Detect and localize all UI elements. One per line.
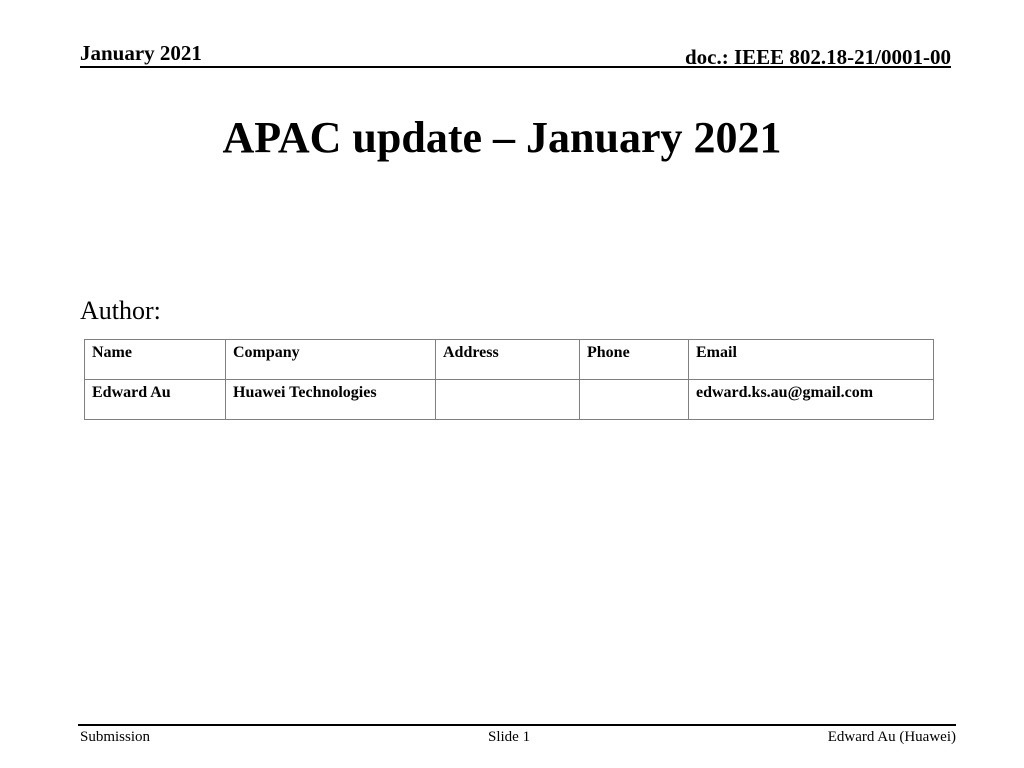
footer-slide-number: Slide 1 <box>488 729 531 745</box>
header-doc-number: doc.: IEEE 802.18-21/0001-00 <box>684 45 951 69</box>
column-header-name: Name <box>85 340 226 380</box>
author-label: Author: <box>80 296 161 325</box>
column-header-phone: Phone <box>580 340 689 380</box>
column-header-address: Address <box>436 340 580 380</box>
cell-address <box>436 380 580 420</box>
cell-email: edward.ks.au@gmail.com <box>689 380 934 420</box>
header-divider <box>80 66 951 68</box>
table-header-row <box>85 340 934 380</box>
slide-title: APAC update – January 2021 <box>222 113 782 162</box>
cell-name: Edward Au <box>85 380 226 420</box>
column-header-email: Email <box>689 340 934 380</box>
column-header-company: Company <box>226 340 436 380</box>
cell-phone <box>580 380 689 420</box>
table-row <box>85 380 934 420</box>
footer-author: Edward Au (Huawei) <box>827 729 956 745</box>
footer-divider <box>78 724 956 726</box>
cell-company: Huawei Technologies <box>226 380 436 420</box>
footer-submission: Submission <box>80 729 151 745</box>
header-date: January 2021 <box>80 41 202 65</box>
author-table <box>84 339 934 420</box>
